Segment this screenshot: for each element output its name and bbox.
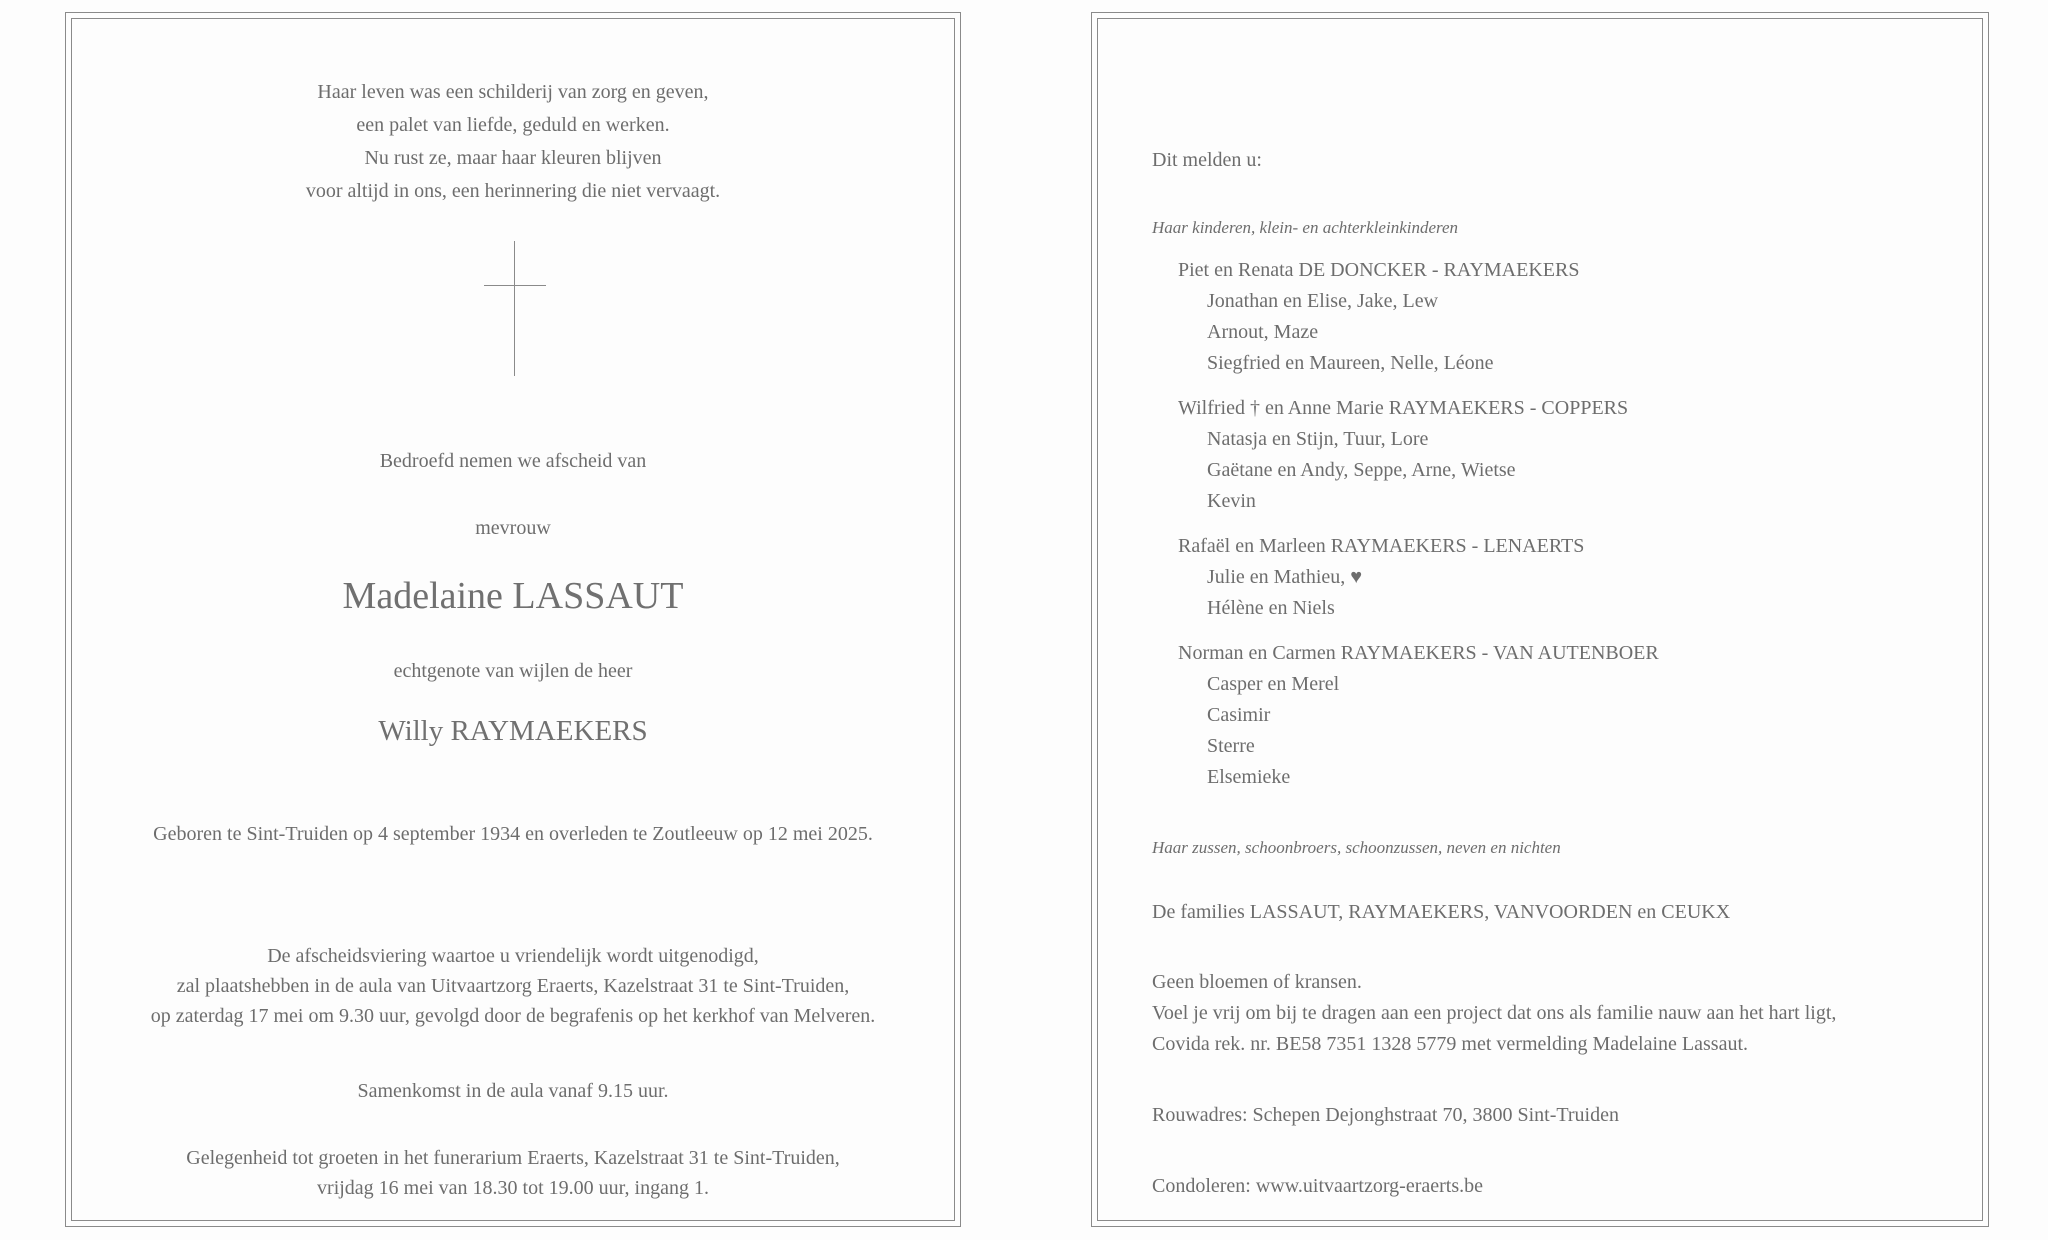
donation-line: Geen bloemen of kransen. [1152, 971, 1362, 993]
left-page [65, 12, 961, 1227]
ceremony-info [66, 941, 960, 1031]
birth-death-line: Geboren te Sint-Truiden op 4 september 1934 en overleden te Zoutleeuw op 12 mei 2025. [153, 823, 873, 845]
visitation-info [66, 1143, 960, 1203]
donation-line: Covida rek. nr. BE58 7351 1328 5779 met vermelding Madelaine Lassaut. [1152, 1033, 1748, 1055]
poem-line: voor altijd in ons, een herinnering die niet vervaagt. [305, 180, 721, 202]
family-head: Piet en Renata DE DONCKER - RAYMAEKERS [1178, 259, 1580, 281]
donation-line: Voel je vrij om bij te dragen aan een project dat ons als familie nauw aan het hart ligt, [1152, 1002, 1837, 1024]
family-member: Casper en Merel [1207, 673, 1340, 695]
family-member: Hélène en Niels [1207, 597, 1335, 619]
family-group [1178, 393, 1659, 517]
farewell-intro: Bedroefd nemen we afscheid van [379, 450, 647, 472]
title-mevrouw: mevrouw [475, 517, 551, 539]
spouse-name: Willy RAYMAEKERS [378, 715, 648, 747]
family-member: Kevin [1207, 490, 1256, 512]
family-head: Rafaël en Marleen RAYMAEKERS - LENAERTS [1178, 535, 1585, 557]
family-head: Wilfried † en Anne Marie RAYMAEKERS - COPPERS [1178, 397, 1629, 419]
poem-line: Haar leven was een schilderij van zorg en geven, [317, 81, 709, 103]
poem-line: een palet van liefde, geduld en werken. [356, 114, 670, 136]
family-group [1178, 531, 1659, 624]
mourning-address: Rouwadres: Schepen Dejonghstraat 70, 3800 Sint-Truiden [1152, 1104, 1619, 1126]
ceremony-line: op zaterdag 17 mei om 9.30 uur, gevolgd door de begrafenis op het kerkhof van Melveren. [150, 1005, 876, 1027]
condolences-line: Condoleren: www.uitvaartzorg-eraerts.be [1152, 1175, 1483, 1197]
family-member: Jonathan en Elise, Jake, Lew [1207, 290, 1439, 312]
visitation-line: vrijdag 16 mei van 18.30 tot 19.00 uur, ingang 1. [317, 1177, 709, 1199]
poem [66, 76, 960, 208]
family-head: Norman en Carmen RAYMAEKERS - VAN AUTENBOER [1178, 642, 1659, 664]
family-member: Gaëtane en Andy, Seppe, Arne, Wietse [1207, 459, 1516, 481]
gathering-info: Samenkomst in de aula vanaf 9.15 uur. [357, 1080, 669, 1102]
announce-line: Dit melden u: [1152, 149, 1262, 171]
children-heading: Haar kinderen, klein- en achterkleinkinderen [1152, 218, 1459, 237]
spouse-intro: echtgenote van wijlen de heer [393, 660, 633, 682]
family-member: Sterre [1207, 735, 1255, 757]
family-member: Elsemieke [1207, 766, 1291, 788]
families-line: De families LASSAUT, RAYMAEKERS, VANVOORDEN en CEUKX [1152, 901, 1731, 923]
family-group [1178, 638, 1659, 793]
family-list [1178, 255, 1659, 807]
family-group [1178, 255, 1659, 379]
family-member: Julie en Mathieu, ♥ [1207, 566, 1363, 588]
siblings-heading: Haar zussen, schoonbroers, schoonzussen, neven en nichten [1152, 838, 1561, 857]
right-page [1091, 12, 1989, 1227]
ceremony-line: zal plaatshebben in de aula van Uitvaartzorg Eraerts, Kazelstraat 31 te Sint-Truiden, [176, 975, 850, 997]
family-member: Arnout, Maze [1207, 321, 1319, 343]
donation-info [1152, 967, 1836, 1060]
ceremony-line: De afscheidsviering waartoe u vriendelijk wordt uitgenodigd, [267, 945, 759, 967]
poem-line: Nu rust ze, maar haar kleuren blijven [364, 147, 662, 169]
visitation-line: Gelegenheid tot groeten in het funerarium Eraerts, Kazelstraat 31 te Sint-Truiden, [186, 1147, 840, 1169]
family-member: Siegfried en Maureen, Nelle, Léone [1207, 352, 1494, 374]
family-member: Casimir [1207, 704, 1271, 726]
family-member: Natasja en Stijn, Tuur, Lore [1207, 428, 1429, 450]
deceased-name: Madelaine LASSAUT [342, 575, 684, 617]
